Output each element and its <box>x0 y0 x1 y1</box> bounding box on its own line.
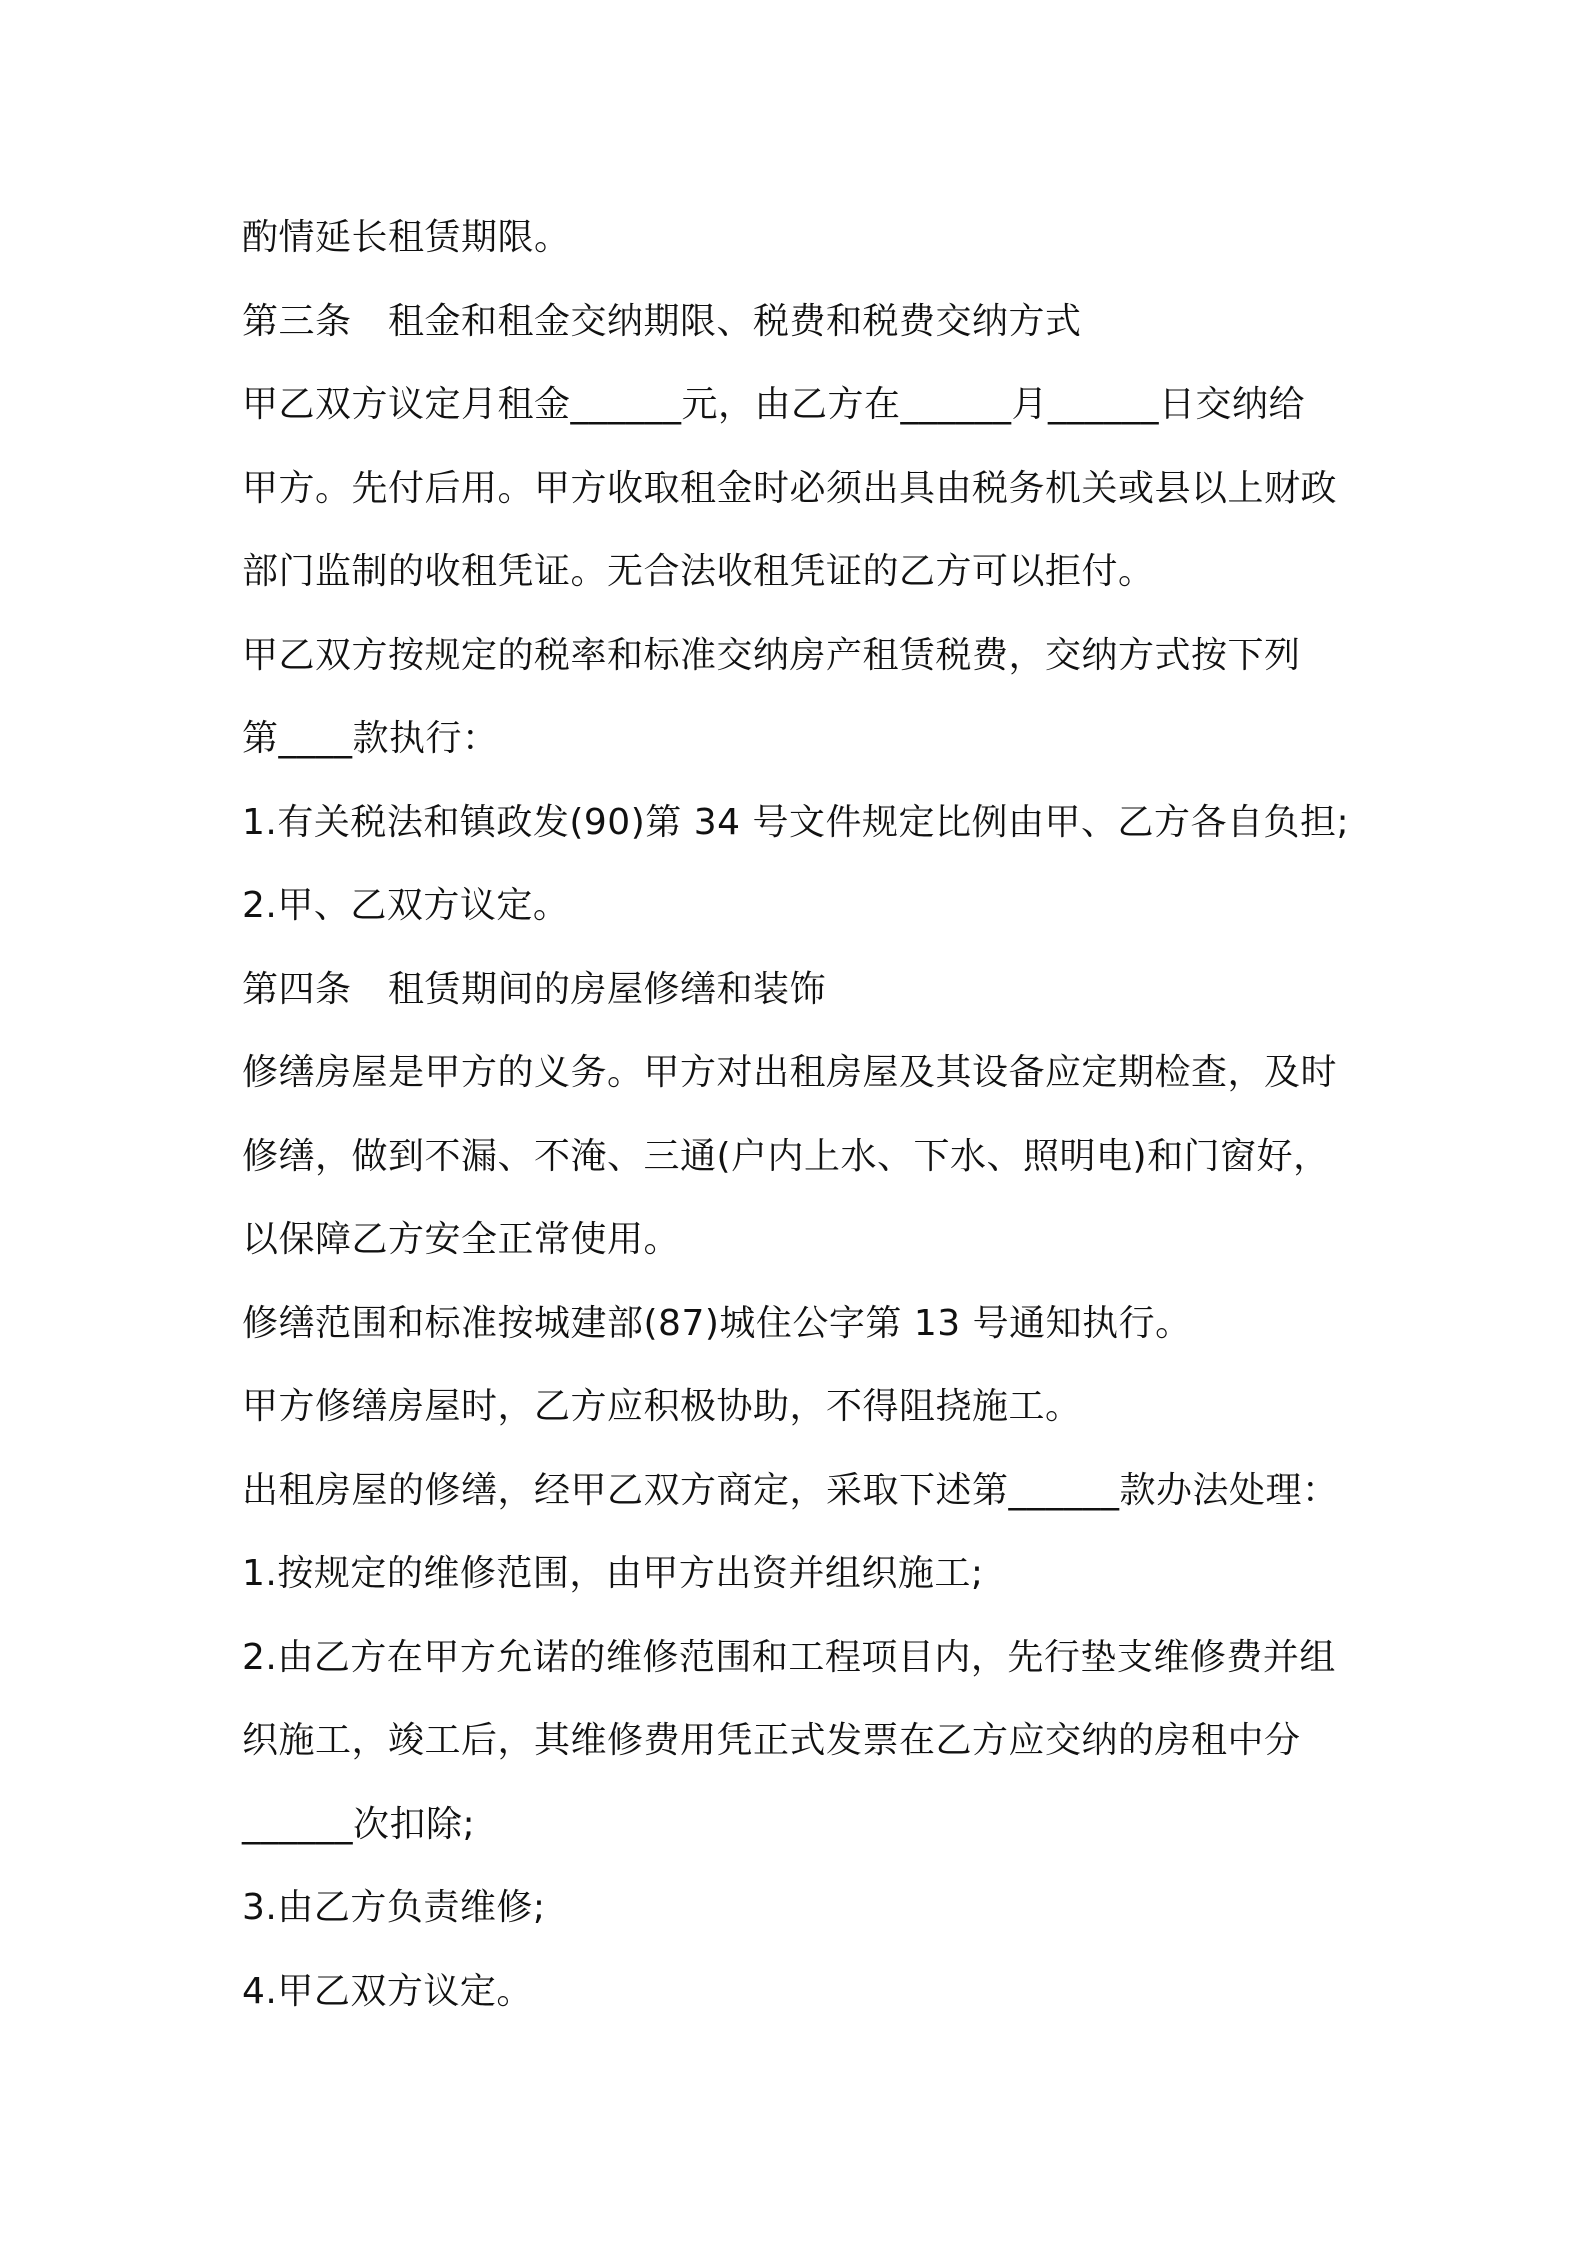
list-item: 2.由乙方在甲方允诺的维修范围和工程项目内，先行垫支维修费并组 <box>242 1636 1336 1678</box>
text-line: 酌情延长租赁期限。 <box>242 217 571 258</box>
list-item: 3.由乙方负责维修; <box>242 1887 546 1928</box>
list-item: 1.有关税法和镇政发(90)第 34 号文件规定比例由甲、乙方各自负担; <box>242 801 1350 843</box>
list-item: 4.甲乙双方议定。 <box>242 1970 533 2012</box>
text-line: 以保障乙方安全正常使用。 <box>242 1219 681 1260</box>
text-line: 出租房屋的修缮，经甲乙双方商定，采取下述第______款办法处理： <box>242 1469 1339 1511</box>
text-line: 修缮，做到不漏、不淹、三通(户内上水、下水、照明电)和门窗好， <box>242 1135 1330 1177</box>
text-line: 部门监制的收租凭证。无合法收租凭证的乙方可以拒付。 <box>242 551 1155 592</box>
contract-text <box>242 196 1372 2033</box>
text-line: 甲方。先付后用。甲方收取租金时必须出具由税务机关或县以上财政 <box>242 467 1338 509</box>
list-item: 1.按规定的维修范围，由甲方出资并组织施工; <box>242 1553 984 1594</box>
text-line: 织施工，竣工后，其维修费用凭正式发票在乙方应交纳的房租中分 <box>242 1720 1301 1761</box>
text-line: 修缮范围和标准按城建部(87)城住公字第 13 号通知执行。 <box>242 1302 1192 1344</box>
list-item: 2.甲、乙双方议定。 <box>242 885 570 926</box>
text-line: 甲乙双方按规定的税率和标准交纳房产租赁税费，交纳方式按下列 <box>242 634 1301 676</box>
text-line: 甲乙双方议定月租金______元，由乙方在______月______日交纳给 <box>242 384 1306 425</box>
text-line: 第____款执行： <box>242 718 499 759</box>
article-4-heading: 第四条 租赁期间的房屋修缮和装饰 <box>242 968 827 1010</box>
text-line: 甲方修缮房屋时，乙方应积极协助，不得阻挠施工。 <box>242 1386 1082 1427</box>
article-3-heading: 第三条 租金和租金交纳期限、税费和税费交纳方式 <box>242 300 1082 342</box>
text-line: 修缮房屋是甲方的义务。甲方对出租房屋及其设备应定期检查，及时 <box>242 1052 1338 1093</box>
text-line: ______次扣除; <box>242 1803 476 1845</box>
